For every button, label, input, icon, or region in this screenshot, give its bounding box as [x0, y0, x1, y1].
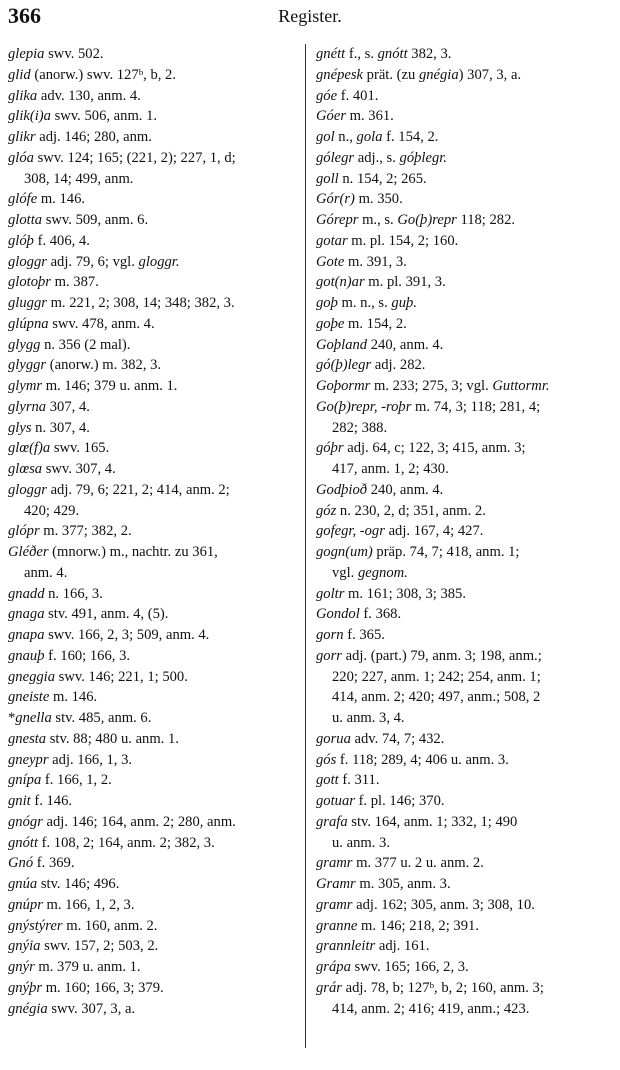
index-entry: glœ(f)a swv. 165. [8, 440, 110, 457]
index-entry: gorua adv. 74, 7; 432. [316, 730, 445, 747]
index-entry: gofegr, -ogr adj. 167, 4; 427. [316, 523, 484, 540]
index-entry: got(n)ar m. pl. 391, 3. [316, 274, 446, 291]
index-entry: gloggr adj. 79, 6; 221, 2; 414, anm. 2; [8, 481, 230, 498]
index-entry: gnúa stv. 146; 496. [8, 876, 120, 892]
index-entry-continuation: 282; 388. [332, 419, 388, 436]
index-entry: Gondol f. 368. [316, 606, 402, 623]
index-entry: glikr adj. 146; 280, anm. [8, 129, 152, 145]
index-entry: goþ m. n., s. guþ. [316, 295, 417, 311]
index-entry: gramr m. 377 u. 2 u. anm. 2. [316, 855, 484, 872]
index-entry: gotar m. pl. 154, 2; 160. [316, 232, 459, 249]
index-entry: gó(þ)legr adj. 282. [316, 357, 426, 374]
index-entry: Goþland 240, anm. 4. [316, 336, 444, 353]
index-entry: gorr adj. (part.) 79, anm. 3; 198, anm.; [316, 647, 542, 664]
index-entry: gnapa swv. 166, 2, 3; 509, anm. 4. [8, 627, 210, 643]
index-entry: gnesta stv. 88; 480 u. anm. 1. [8, 730, 179, 747]
index-entry: gol n., gola f. 154, 2. [316, 129, 439, 145]
index-entry: grár adj. 78, b; 127ᵇ, b, 2; 160, anm. 3; [316, 979, 544, 996]
index-entry: granne m. 146; 218, 2; 391. [316, 917, 479, 934]
index-entry: Goþormr m. 233; 275, 3; vgl. Guttormr. [316, 378, 550, 394]
index-entry: gós f. 118; 289, 4; 406 u. anm. 3. [316, 751, 509, 768]
index-entry: góþr adj. 64, c; 122, 3; 415, anm. 3; [316, 440, 526, 457]
index-entry: grafa stv. 164, anm. 1; 332, 1; 490 [316, 813, 518, 830]
index-entry: glotoþr m. 387. [8, 274, 99, 291]
index-entry: gotuar f. pl. 146; 370. [316, 793, 445, 809]
index-entry: gnépesk prät. (zu gnégia) 307, 3, a. [316, 66, 522, 83]
index-entry: glepia swv. 502. [8, 46, 104, 62]
index-column-right [316, 44, 612, 1019]
index-entry: gnípa f. 166, 1, 2. [8, 772, 112, 789]
index-column-left [8, 44, 304, 1019]
index-entry: gott f. 311. [316, 772, 380, 789]
index-entry: Go(þ)repr, -roþr m. 74, 3; 118; 281, 4; [316, 398, 541, 415]
index-entry: glyrna 307, 4. [8, 398, 90, 415]
index-entry: gnétt f., s. gnótt 382, 3. [316, 46, 452, 62]
index-entry: grápa swv. 165; 166, 2, 3. [316, 959, 469, 975]
index-entry: goþe m. 154, 2. [316, 315, 407, 332]
index-entry: gnaga stv. 491, anm. 4, (5). [8, 606, 169, 623]
index-entry: gluggr m. 221, 2; 308, 14; 348; 382, 3. [8, 295, 235, 311]
index-entry: *gnella stv. 485, anm. 6. [8, 710, 152, 726]
index-entry: Górepr m., s. Go(þ)repr 118; 282. [316, 212, 516, 228]
index-entry: gneypr adj. 166, 1, 3. [8, 751, 133, 768]
index-entry: gnýstýrer m. 160, anm. 2. [8, 917, 158, 934]
index-entry-continuation: u. anm. 3, 4. [332, 710, 405, 726]
index-entry-continuation: vgl. gegnom. [332, 564, 408, 581]
index-entry: gorn f. 365. [316, 627, 385, 643]
index-entry-continuation: 414, anm. 2; 420; 497, anm.; 508, 2 [332, 689, 541, 706]
index-entry-continuation: 420; 429. [24, 502, 80, 519]
index-entry: gloggr adj. 79, 6; vgl. gloggr. [8, 253, 180, 270]
index-entry: goll n. 154, 2; 265. [316, 170, 427, 187]
index-entry: glika adv. 130, anm. 4. [8, 87, 141, 104]
index-entry: gnýþr m. 160; 166, 3; 379. [8, 979, 164, 996]
index-entry: gnit f. 146. [8, 793, 73, 809]
index-entry-continuation: anm. 4. [24, 564, 68, 581]
index-entry: glik(i)a swv. 506, anm. 1. [8, 108, 158, 125]
running-title: Register. [278, 6, 342, 26]
index-entry: gramr adj. 162; 305, anm. 3; 308, 10. [316, 896, 535, 913]
index-entry: glid (anorw.) swv. 127ᵇ, b, 2. [8, 66, 176, 83]
index-entry: gneiste m. 146. [8, 689, 98, 706]
page-number: 366 [8, 3, 41, 28]
index-entry: glotta swv. 509, anm. 6. [8, 212, 149, 228]
index-entry: Gór(r) m. 350. [316, 191, 403, 208]
index-entry-continuation: 308, 14; 499, anm. [24, 170, 134, 187]
index-entry: glópr m. 377; 382, 2. [8, 523, 132, 540]
index-entry: Góer m. 361. [316, 108, 394, 125]
index-entry-continuation: 417, anm. 1, 2; 430. [332, 461, 449, 477]
index-entry: Godþioð 240, anm. 4. [316, 481, 444, 498]
page-header [0, 0, 620, 36]
index-entry: góz n. 230, 2, d; 351, anm. 2. [316, 502, 486, 519]
index-entry: grannleitr adj. 161. [316, 938, 430, 955]
column-divider [305, 44, 306, 1048]
index-entry: glúpna swv. 478, anm. 4. [8, 315, 155, 332]
index-entry: góe f. 401. [316, 87, 379, 104]
index-entry: goltr m. 161; 308, 3; 385. [316, 585, 467, 602]
index-entry: gnógr adj. 146; 164, anm. 2; 280, anm. [8, 813, 236, 830]
index-entry: Gramr m. 305, anm. 3. [316, 876, 451, 892]
index-entry: glymr m. 146; 379 u. anm. 1. [8, 378, 178, 394]
index-entry: gneggia swv. 146; 221, 1; 500. [8, 668, 188, 685]
index-entry: glóa swv. 124; 165; (221, 2); 227, 1, d; [8, 149, 236, 166]
index-entry-continuation: 414, anm. 2; 416; 419, anm.; 423. [332, 1000, 530, 1017]
index-entry: gnauþ f. 160; 166, 3. [8, 647, 131, 664]
index-entry: glygg n. 356 (2 mal). [8, 336, 131, 353]
index-entry: gnúpr m. 166, 1, 2, 3. [8, 896, 135, 913]
index-entry: glys n. 307, 4. [8, 419, 90, 436]
index-entry: glófe m. 146. [8, 191, 86, 208]
index-entry: glyggr (anorw.) m. 382, 3. [8, 357, 162, 374]
index-entry: glœsa swv. 307, 4. [8, 461, 116, 477]
index-entry: Gléðer (mnorw.) m., nachtr. zu 361, [8, 544, 218, 560]
index-entry: Gote m. 391, 3. [316, 253, 407, 270]
index-entry: glóþ f. 406, 4. [8, 232, 90, 249]
index-entry: gnýr m. 379 u. anm. 1. [8, 959, 141, 975]
index-entry-continuation: u. anm. 3. [332, 834, 390, 851]
index-entry: gnadd n. 166, 3. [8, 585, 103, 602]
index-entry: gnótt f. 108, 2; 164, anm. 2; 382, 3. [8, 834, 215, 851]
index-entry-continuation: 220; 227, anm. 1; 242; 254, anm. 1; [332, 668, 541, 685]
index-entry: gnýia swv. 157, 2; 503, 2. [8, 938, 159, 955]
index-entry: Gnó f. 369. [8, 855, 75, 872]
index-entry: gnégia swv. 307, 3, a. [8, 1000, 136, 1017]
index-entry: gogn(um) präp. 74, 7; 418, anm. 1; [316, 544, 520, 560]
index-entry: gólegr adj., s. góþlegr. [316, 149, 447, 166]
